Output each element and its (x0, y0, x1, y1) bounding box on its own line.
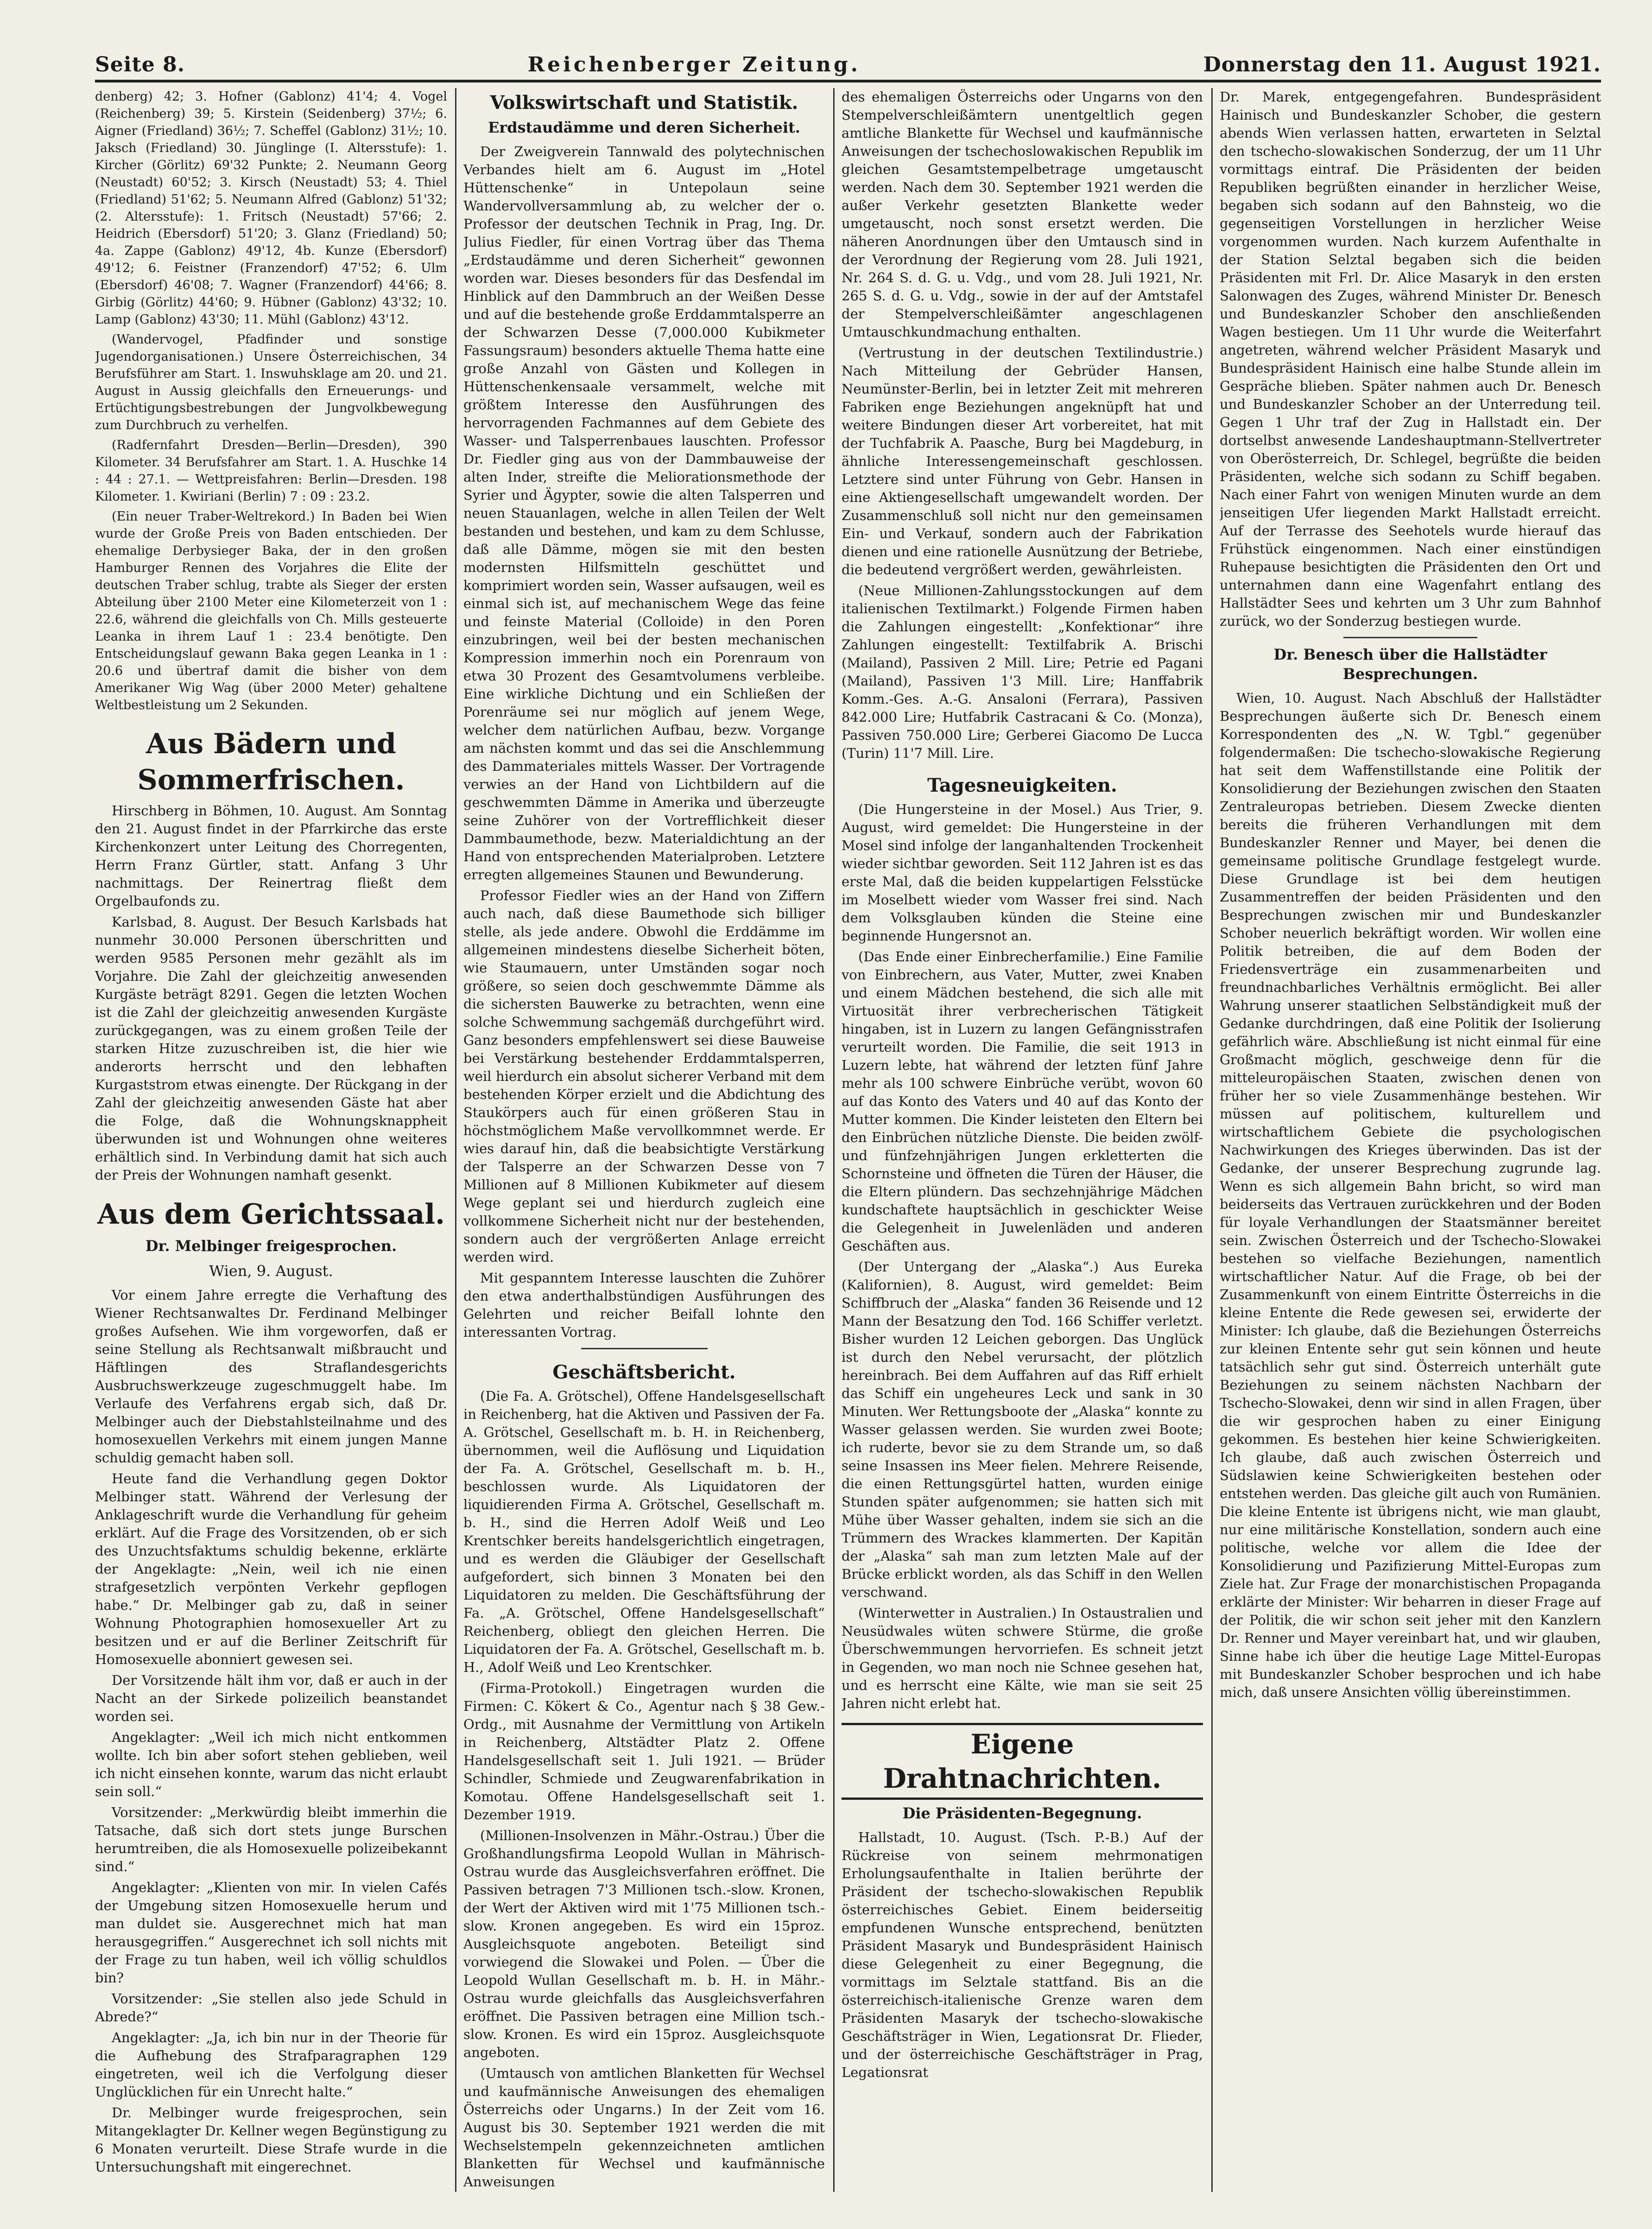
article-paragraph: Der Zweigverein Tannwald des polytechnischen Verbandes hielt am 6. August im „Hotel Hüttenschenke“ in Untepolaun seine Wandervollversammlung ab, zu welcher der o. Professor der deutschen Technik in Prag, Ing. Dr. Julius Fiedler, für einen Vortrag über das Thema „Erdstaudämme und deren Sicherheit“ gewonnen worden war. Dieses besonders für das Desfendal im Hinblick auf den Dammbruch an der Weißen Desse und auf die bestehende große Erddammtalsperre an der Schwarzen Desse (7,000.000 Kubikmeter Fassungsraum) besonders aktuelle Thema hatte eine große Anzahl von Gästen und Kollegen in Hüttenschenkensaale versammelt, welche mit größtem Interesse den Ausführungen des hervorragenden Fachmannes auf dem Gebiete des Wasser- und Talsperrenbaues lauschten. Professor Dr. Fiedler ging aus von der Dammbauweise der alten Inder, streifte die Meliorationsmethode der Syrier und Ägypter, sowie die alten Talsperren und neuen Stauanlagen, welche in allen Teilen der Welt bestanden und bestehen, und kam zu dem Schlusse, daß alle Dämme, mögen sie mit den besten modernsten Hilfsmitteln geschüttet und komprimiert worden sein, Wasser aufsaugen, weil es einmal sich ist, auf mechanischem Wege das feine und feinste Material (Colloide) in den Poren einzubringen, weil bei der besten mechanischen Kompression immerhin noch ein Porenraum von etwa 30 Prozent des Gesamtvolumens verbleibe. Eine wirkliche Dichtung und ein Schließen der Porenräume sei nur möglich auf jenem Wege, welcher dem natürlichen Aufbau, bezw. Vorgange am nächsten kommt und das sei die Anschlemmung des Dammateriales mittels Wasser. Der Vortragende verwies an der Hand von Lichtbildern auf die geschwemmten Dämme in Amerika und überzeugte seine Zuhörer von der Vortrefflichkeit dieser Dammbaumethode, bezw. Materialdichtung an der Hand von entsprechenden Materialproben. Letztere erregten allgemeines Staunen und Bewunderung. (463, 144, 825, 883)
page-header (95, 44, 1601, 76)
article-paragraph: Angeklagter: „Ja, ich bin nur in der Theorie für die Aufhebung des Strafparagraphen 129 eingetreten, weil ich die Verfolgung dieser Unglücklichen für ein Unrecht halte.“ (95, 2030, 447, 2100)
section-heading: Aus dem Gerichtssaal. (97, 1198, 445, 1231)
column-3 (842, 88, 1203, 2192)
article-paragraph: (Ein neuer Traber-Weltrekord.) In Baden bei Wien wurde der Große Preis von Baden entschieden. Der ehemalige Derbysieger Baka, der in den großen Hamburger Rennen des Vorjahres die Elite der deutschen Traber schlug, trabte als Sieger der ersten Abteilung über 2100 Meter eine Kilometerzeit von 1 : 22.6, während die gleichfalls von Ch. Mills gesteuerte Leanka in ihrem Lauf 1 : 23.4 benötigte. Den Entscheidungslauf gewann Baka gegen Leanka in 1 : 20.6 und übertraf damit die bisher von dem Amerikaner Wig Wag (über 2000 Meter) gehaltene Weltbestleistung um 2 Sekunden. (95, 509, 447, 712)
issue-date: Donnerstag den 11. August 1921. (1203, 53, 1601, 76)
article-paragraph: Mit gespanntem Interesse lauschten die Zuhörer den etwa anderthalbstündigen Ausführungen des Gelehrten und reicher Beifall lohnte den interessanten Vortrag. (463, 1270, 825, 1340)
article-paragraph: Karlsbad, 8. August. Der Besuch Karlsbads hat nunmehr 30.000 Personen überschritten und werden 9585 Personen mehr gezählt als im Vorjahre. Die Zahl der gleichzeitig anwesenden Kurgäste beträgt 8291. Gegen die letzten Wochen ist die Zahl der gleichzeitig anwesenden Kurgäste zurückgegangen, was zu einem großen Teile der starken Hitze zuzuschreiben ist, die hier wie anderorts herrscht und den lebhaften Kurgaststrom etwas einengte. Der Rückgang in der Zahl der gleichzeitig anwesenden Gäste hat aber die Folge, daß die Wohnungsknappheit überwunden ist und Wohnungen ohne weiteres erhältlich sind. In Verbindung damit hat sich auch der Preis der Wohnungen namhaft gesenkt. (95, 914, 447, 1183)
article-paragraph: Vorsitzender: „Sie stellen also jede Schuld in Abrede?“ (95, 1991, 447, 2025)
newspaper-title: Reichenberger Zeitung. (527, 53, 861, 76)
article-paragraph: (Umtausch von amtlichen Blanketten für Wechsel und kaufmännische Anweisungen des ehemaligen Österreichs oder Ungarns.) In der Zeit vom 16. August bis 30. September 1921 werden die mit Wechselstempeln gekennzeichneten amtlichen Blanketten für Wechsel und kaufmännische Anweisungen (463, 2065, 825, 2190)
header-rule (95, 80, 1601, 83)
article-paragraph: (Der Untergang der „Alaska“.) Aus Eureka (Kalifornien), 8. August, wird gemeldet: Beim Schiffbruch der „Alaska“ fanden 36 Reisende und 12 Mann der Besatzung den Tod. 166 Schiffer verletzt. Bisher wurden 12 Leichen geborgen. Das Unglück ist durch den Nebel verursacht, der plötzlich hereinbrach. Bei dem Auffahren auf das Riff erhielt das Schiff ein ungeheures Leck und sank in 30 Minuten. Wer Rettungsboote der „Alaska“ konnte zu Wasser gelassen werden. Sie wurden zwei Boote; ich ruderte, bevor sie zu dem Strande um, so daß seine Insassen ins Meer fielen. Mehrere Reisende, die einen Rettungsgürtel hatten, wurden einige Stunden später aufgenommen; sie hatten sich mit Mühe über Wasser gehalten, indem sie sich an die Trümmern des Wrackes klammerten. Der Kapitän der „Alaska“ sah man zum letzten Male auf der Brücke erblickt worden, als das Schiff in den Wellen verschwand. (842, 1259, 1203, 1600)
article-headline: Erdstaudämme und deren Sicherheit. (487, 119, 801, 136)
article-paragraph: Professor Fiedler wies an der Hand von Ziffern auch nach, daß diese Baumethode sich billiger stelle, als jede andere. Obwohl die Erddämme im allgemeinen mindestens dieselbe Sicherheit böten, wie Staumauern, unter Umständen sogar noch größere, so seien doch geschwemmte Dämme als die sichersten Bauwerke zu betrachten, wenn eine solche Schwemmung sachgemäß durchgeführt wird. Ganz besonders empfehlenswert sei diese Bauweise bei Verstärkung bestehender Erddammtalsperren, weil hierdurch ein absolut sicherer Verband mit dem bestehenden Körper erzielt und die Abdichtung des Staukörpers auch für einen größeren Stau in höchstmöglichem Maße vervollkommnet werde. Er wies darauf hin, daß die beabsichtigte Verstärkung der Talsperre an der Schwarzen Desse von 7 Millionen auf 8 Millionen Kubikmeter auf diesem Wege geplant sei und hierdurch zugleich eine vollkommene Sicherheit nicht nur der bestehenden, sondern auch der vergrößerten Anlage erreicht werden wird. (463, 888, 825, 1265)
article-paragraph: (Winterwetter in Australien.) In Ostaustralien und Neusüdwales wüten schwere Stürme, die große Überschwemmungen hervorriefen. Es schneit jetzt in Gegenden, wo man noch nie Schnee gesehen hat, und es herrscht eine Kälte, wie man sie seit 25 Jahren nicht erlebt hat. (842, 1605, 1203, 1711)
article-paragraph: des ehemaligen Österreichs oder Ungarns von den Stempelverschleißämtern unentgeltlich gegen amtliche Blankette für Wechsel und kaufmännische Anweisungen der tschechoslowakischen Republik im gleichen Gesamtstempelbetrage umgetauscht werden. Nach dem 30. September 1921 werden die außer Verkehr gesetzten Blankette weder umgetauscht, noch sonst ersetzt werden. Die näheren Anordnungen über den Umtausch sind in der Verordnung der Regierung vom 28. Juli 1921, Nr. 264 S. d. G. u. Vdg., und vom 28. Juli 1921, Nr. 265 S. d. G. u. Vdg., sowie in der auf der Amtstafel der Stempelverschleißämter angeschlagenen Umtauschkundmachung enthalten. (842, 89, 1203, 340)
dateline: Wien, 9. August. (209, 1262, 333, 1280)
sport-results: denberg) 42; 3. Hofner (Gablonz) 41'4; 4. Vogel (Reichenberg) 39; 5. Kirstein (Seidenberg) 37½; 6. Aigner (Friedland) 36½; 7. Scheffel (Gablonz) 31½; 10. Jaksch (Friedland) 30. Jünglinge (I. Altersstufe): 1. Kircher (Görlitz) 69'32 Punkte; 2. Neumann Georg (Neustadt) 60'52; 3. Kirsch (Neustadt) 53; 4. Thiel (Friedland) 51'62; 5. Neumann Alfred (Gablonz) 51'32; (2. Altersstufe): 1. Fritsch (Neustadt) 57'66; 2. Heidrich (Ebersdorf) 51'20; 3. Glanz (Friedland) 50; 4a. Zappe (Gablonz) 49'12, 4b. Kunze (Ebersdorf) 49'12; 6. Feistner (Franzendorf) 47'52; 6. Ulm (Ebersdorf) 46'08; 7. Wagner (Franzendorf) 44'66; 8. Girbig (Görlitz) 44'60; 9. Hübner (Gablonz) 43'32; 10. Lamp (Gablonz) 43'30; 11. Mühl (Gablonz) 43'12. (95, 89, 447, 327)
column-divider (455, 88, 456, 2192)
article-paragraph: Angeklagter: „Weil ich mich nicht entkommen wollte. Ich bin aber sofort stehen geblieben, weil ich nicht einsehen konnte, warum das nicht erlaubt sein soll.“ (95, 1729, 447, 1799)
page-number: Seite 8. (95, 53, 185, 76)
article-paragraph: Heute fand die Verhandlung gegen Doktor Melbinger statt. Während der Verlesung der Anklageschrift wurde die Verhandlung für geheim erklärt. Auf die Frage des Vorsitzenden, ob er sich des Unzuchtsfaktums schuldig bekenne, erklärte der Angeklagte: „Nein, weil ich nie einen strafgesetzlich verpönten Verkehr gepflogen habe.“ Dr. Melbinger gab zu, daß in seiner Wohnung Photographien homosexueller Art zu besitzen und er auf die Berliner Zeitschrift für Homosexuelle abonniert gewesen sei. (95, 1471, 447, 1667)
article-paragraph: Vor einem Jahre erregte die Verhaftung des Wiener Rechtsanwaltes Dr. Ferdinand Melbinger großes Aufsehen. Wie ihm vorgeworfen, daß er seine Stellung als Rechtsanwalt mißbraucht und Häftlingen des Straflandesgerichts Ausbruchswerkzeuge zugeschmuggelt habe. Im Verlaufe des Verfahrens ergab sich, daß Dr. Melbinger auch der Diebstahlsteilnahme und des homosexuellen Verkehrs mit einem jungen Manne schuldig gemacht haben soll. (95, 1287, 447, 1466)
section-heading: Eigene Drahtnachrichten. (842, 1723, 1203, 1800)
article-paragraph: (Firma-Protokoll.) Eingetragen wurden die Firmen: C. Kökert & Co., Agentur nach § 38 Gew.-Ordg., mit Ausnahme der Vermittlung von Artikeln in Reichenberg, Altstädter Platz 2. Offene Handelsgesellschaft seit 1. Juli 1921. — Brüder Schindler, Schmiede und Zeugwarenfabrikation in Komotau. Offene Handelsgesellschaft seit 1. Dezember 1919. (463, 1680, 825, 1823)
article-paragraph: Dr. Marek, entgegengefahren. Bundespräsident Hainisch und Bundeskanzler Schober, die gestern abends Wien verlassen hatten, erwarteten in Selztal den tschecho-slowakischen Sonderzug, der um 11 Uhr vormittags eintraf. Die Präsidenten der beiden Republiken begrüßten einander in herzlicher Weise, begaben sich sodann auf den Bahnsteig, wo die gegenseitigen Vorstellungen in herzlicher Weise vorgenommen wurden. Nach kurzem Aufenthalte in der Station Selztal begaben sich die beiden Präsidenten mit Frl. Dr. Alice Masaryk in den ersten Salonwagen des Zuges, während Minister Dr. Benesch und Bundeskanzler Schober den anschließenden Wagen bestiegen. Um 11 Uhr wurde die Weiterfahrt angetreten, während welcher Präsident Masaryk und Bundespräsident Hainisch eine halbe Stunde allein im Gespräche blieben. Später nahmen auch Dr. Benesch und Bundeskanzler Schober an der Unterredung teil. Gegen 1 Uhr traf der Zug in Hallstadt ein. Der dortselbst anwesende Landeshauptmann-Stellvertreter von Oberösterreich, Dr. Schlegel, begrüßte die beiden Präsidenten, welche sich sodann zu Schiff begaben. Nach einer Fahrt von wenigen Minuten wurde an dem jenseitigen Ufer liegenden Markt Hallstadt erreicht. Auf der Terrasse des Seehotels wurde hierauf das Frühstück eingenommen. Nach einer einstündigen Ruhepause besichtigten die Präsidenten den Ort und unternahmen dann eine Wagenfahrt entlang des Hallstädter Sees und kehrten um 3 Uhr zum Bahnhof zurück, wo der Sonderzug bestiegen wurde. (1220, 89, 1601, 629)
column-4 (1220, 88, 1601, 2192)
article-headline: Die Präsidenten-Begegnung. (902, 1804, 1142, 1822)
article-paragraph: Hallstadt, 10. August. (Tsch. P.-B.) Auf der Rückreise von seinem mehrmonatigen Erholungsaufenthalte in Italien berührte der Präsident der tschecho-slowakischen Republik österreichisches Gebiet. Einem beiderseitig empfundenen Wunsche entsprechend, benützten Präsident Masaryk und Bundespräsident Hainisch diese Gelegenheit zu einer Begegnung, die vormittags im Selztale stattfand. Bis an die österreichisch-italienische Grenze waren dem Präsidenten Masaryk der tschecho-slowakische Geschäftsträger in Wien, Legationsrat Dr. Flieder, und der österreichische Geschäftsträger in Prag, Legationsrat (842, 1829, 1203, 2080)
article-paragraph: (Das Ende einer Einbrecherfamilie.) Eine Familie von Einbrechern, aus Vater, Mutter, zwei Knaben und einem Mädchen bestehend, die sich alle mit Virtuosität ihrer verbrecherischen Tätigkeit hingaben, ist in Luzern zu langen Gefängnisstrafen verurteilt worden. Die Familie, die seit 1913 in Luzern lebte, hat während der letzten fünf Jahre mehr als 100 schwere Einbrüche verübt, wovon 60 auf das Konto des Vaters und 40 auf das Konto der Mutter kommen. Die Kinder leisteten den Eltern bei den Einbrüchen nützliche Dienste. Die beiden zwölf- und fünfzehnjährigen Jungen erkletterten die Schornsteine und öffneten die Türen der Häuser, die die Eltern plündern. Das sechzehnjährige Mädchen kundschaftete hauptsächlich in geschickter Weise die Gelegenheit in Juwelenläden und anderen Geschäften aus. (842, 949, 1203, 1254)
column-divider (833, 88, 835, 2192)
article-paragraph: (Die Hungersteine in der Mosel.) Aus Trier, 9. August, wird gemeldet: Die Hungersteine in der Mosel sind infolge der langanhaltenden Trockenheit wieder sichtbar geworden. Seit 112 Jahren ist es das erste Mal, daß die beiden kuppelartigen Felsstücke im Moselbett wieder vom Wasser frei sind. Nach dem Volksglauben künden die Steine eine beginnende Hungersnot an. (842, 801, 1203, 944)
article-paragraph: Angeklagter: „Klienten von mir. In vielen Cafés der Umgebung sitzen Homosexuelle herum und man duldet sie. Ausgerechnet mich hat man herausgegriffen.“ Ausgerechnet ich soll nichts mit der Frage zu tun haben, weil ich völlig schuldlos bin? (95, 1880, 447, 1986)
separator (581, 1348, 708, 1349)
article-paragraph: (Millionen-Insolvenzen in Mähr.-Ostrau.) Über die Großhandlungsfirma Leopold Wullan in Mährisch-Ostrau wurde das Ausgleichsverfahren eröffnet. Die Passiven betragen 7'3 Millionen tsch.-slow. Kronen, der Wert der Aktiven wird mit 1'75 Millionen tsch.-slow. Kronen angegeben. Es wird ein 15proz. Ausgleichsquote angeboten. Beteiligt sind vorwiegend die Slowakei und Polen. — Über die Leopold Wullan Gesellschaft m. b. H. in Mähr.-Ostrau wurde gleichfalls das Ausgleichsverfahren eröffnet. Die Passiven betragen eine Million tsch.-slow. Kronen. Es wird ein 15proz. Ausgleichsquote angeboten. (463, 1828, 825, 2060)
article-headline: Dr. Melbinger freigesprochen. (145, 1237, 397, 1255)
article-paragraph: (Neue Millionen-Zahlungsstockungen auf dem italienischen Textilmarkt.) Folgende Firmen haben die Zahlungen eingestellt: „Konfektionar“ ihre Zahlungen eingestellt: Textilfabrik A. Brischi (Mailand), Passiven 2 Mill. Lire; Petrie ed Pagani (Mailand), Passiven 1'3 Mill. Lire; Hanffabrik Komm.-Ges. A.-G. Ansaloni (Ferrara), Passiven 842.000 Lire; Hutfabrik Castracani & Co. (Monza), Passiven 750.000 Lire; Gerberei Giacomo De Lucca (Turin) 11'7 Mill. Lire. (842, 583, 1203, 761)
section-heading: Aus Bädern und Sommerfrischen. (137, 728, 405, 796)
article-paragraph: (Wandervogel, Pfadfinder und sonstige Jugendorganisationen.) Unsere Österreichischen, 34 Berufsführer am Start. 1. Inswuhsklage am 20. und 21. August in Aussig gleichfalls den Erneuerungs- und Ertüchtigungsbestrebungen der Jungvolkbewegung zum Durchbruch zu verhelfen. (95, 332, 447, 432)
columns (95, 88, 1601, 2192)
separator (1343, 637, 1477, 638)
column-1 (95, 88, 447, 2192)
article-paragraph: (Radfernfahrt Dresden—Berlin—Dresden), 390 Kilometer. 34 Berufsfahrer am Start. 1. A. Huschke 14 : 44 : 27.1. — Wettpreisfahren: Berlin—Dresden. 198 Kilometer. 1. Kwiriani (Berlin) 7 : 09 : 23.2. (95, 438, 447, 504)
article-paragraph: Wien, 10. August. Nach Abschluß der Hallstädter Besprechungen äußerte sich Dr. Benesch einem Korrespondenten des „N. W. Tgbl.“ gegenüber folgendermaßen: Die tschecho-slowakische Regierung hat seit dem Waffenstillstande eine Politik der Konsolidierung der Beziehungen zwischen den Staaten Zentraleuropas betrieben. Diesem Zwecke dienten bereits die früheren Verhandlungen mit dem Bundeskanzler Renner und Mayer, bei denen die gemeinsame politische Grundlage festgelegt wurde. Diese Grundlage ist bei dem heutigen Zusammentreffen der beiden Präsidenten und den Besprechungen zwischen mir und Bundeskanzler Schober neuerlich bekräftigt worden. Wir wollen eine Politik betreiben, die auf dem Boden der Friedensverträge ein zusammenarbeiten und freundnachbarliches Verhältnis ermöglicht. Bei aller Wahrung unserer staatlichen Selbständigkeit muß der Gedanke durchdringen, daß eine Politik der Isolierung gefährlich wäre. Abschließung ist nicht einmal für eine Großmacht möglich, geschweige denn für die mitteleuropäischen Staaten, zwischen denen von früher her so viele Zusammenhänge bestehen. Wir müssen auf politischem, kulturellem und wirtschaftlichem Gebiete die psychologischen Nachwirkungen des Krieges überwinden. Das ist der Gedanke, der unserer Besprechung zugrunde lag. Wenn es sich allgemein Bahn bricht, so wird man beiderseits das Vertrauen zurückkehren und der Boden für loyale Verhandlungen der Staatsmänner bereitet sein. Zwischen Österreich und der Tschecho-Slowakei bestehen so vielfache Beziehungen, namentlich wirtschaftlicher Natur. Auf die Frage, ob bei der Zusammenkunft von einem Eintritte Österreichs in die kleine Entente die Rede gewesen sei, erwiderte der Minister: Ich glaube, daß die Beziehungen Österreichs zur kleinen Entente sehr gut sein können und heute tatsächlich sehr gut sind. Österreich unterhält gute Beziehungen zu seinem nächsten Nachbarn der Tschecho-Slowakei, denn wir sind in allen Fragen, über die wir gesprochen haben zu einer Einigung gekommen. Es bestehen hier keine Schwierigkeiten. Ich glaube, daß auch zwischen Österreich und Südslawien keine Schwierigkeiten bestehen oder entstehen werden. Das gleiche gilt auch von Rumänien. Die kleine Entente ist übrigens nicht, wie man glaubt, nur eine militärische Konstellation, sondern auch eine politische, welche vor allem die Idee der Konsolidierung und Pazifizierung Mittel-Europas zum Ziele hat. Zur Frage der monarchistischen Propaganda erklärte der Minister: Wir beharren in dieser Frage auf der Politik, die wir schon seit jeher mit den Kanzlern Dr. Renner und Mayer vereinbart hat, und wir glauben, Sinne habe ich über die heutige Lage Mittel-Europas mit Bundeskanzler Schober besprochen und ich habe mich, daß unsere Ansichten völlig übereinstimmen. (1220, 690, 1601, 1700)
section-heading: Volkswirtschaft und Statistik. (490, 92, 798, 114)
article-paragraph: Der Vorsitzende hält ihm vor, daß er auch in der Nacht an der Sirkede polizeilich beanstandet worden sei. (95, 1672, 447, 1724)
article-paragraph: (Die Fa. A. Grötschel), Offene Handelsgesellschaft in Reichenberg, hat die Aktiven und Passiven der Fa. A. Grötschel, Gesellschaft m. b. H. in Reichenberg, übernommen, weil die Auflösung und Liquidation der Fa. A. Grötschel, Gesellschaft m. b. H., beschlossen wurde. Als Liquidatoren der liquidierenden Firma A. Grötschel, Gesellschaft m. b. H., sind die Herren Adolf Weiß und Leo Krentschker bereits handelsgerichtlich eingetragen, und es werden die Gläubiger der Gesellschaft aufgefordert, sich binnen 3 Monaten bei den Liquidatoren zu melden. Die Geschäftsführung der Fa. „A. Grötschel, Offene Handelsgesellschaft“ Reichenberg, obliegt den gleichen Herren. Die Liquidatoren der Fa. A. Grötschel, Gesellschaft m. b. H., Adolf Weiß und Leo Krentschker. (463, 1388, 825, 1675)
article-paragraph: Dr. Melbinger wurde freigesprochen, sein Mitangeklagter Dr. Kellner wegen Begünstigung zu 6 Monaten verurteilt. Diese Strafe wurde in die Untersuchungshaft mit eingerechnet. (95, 2105, 447, 2175)
article-paragraph: Vorsitzender: „Merkwürdig bleibt immerhin die Tatsache, daß sich dort stets junge Burschen herumtreiben, die als Homosexuelle polizeibekannt sind.“ (95, 1804, 447, 1874)
article-paragraph: (Vertrustung in der deutschen Textilindustrie.) Nach Mitteilung der Gebrüder Hansen, Neumünster-Berlin, bei in letzter Zeit mit mehreren Fabriken enge Beziehungen angeknüpft hat und weitere Bindungen dieser Art vorbereitet, hat mit der Tuchfabrik A. Paasche, Burg bei Magdeburg, in ähnliche Interessengemeinschaft geschlossen. Letztere sind unter Führung von Gebr. Hansen in eine Aktiengesellschaft umgewandelt worden. Der Zusammenschluß soll nicht nur den gemeinsamen Ein- und Verkauf, sondern auch der Fabrikation dienen und eine rationelle Ausnützung der Betriebe, die bedeutend vergrößert werden, gewährleisten. (842, 345, 1203, 578)
column-divider (1211, 88, 1213, 2192)
article-headline: Dr. Benesch über die Hallstädter Besprechungen. (1273, 646, 1547, 683)
section-heading: Geschäftsbericht. (552, 1361, 736, 1383)
section-heading: Tagesneuigkeiten. (927, 775, 1117, 796)
article-paragraph: Hirschberg in Böhmen, 10. August. Am Sonntag den 21. August findet in der Pfarrkirche das erste Kirchenkonzert unter Leitung des Chorregenten, Herrn Franz Gürtler, statt. Anfang 3 Uhr nachmittags. Der Reinertrag fließt dem Orgelbaufonds zu. (95, 803, 447, 909)
column-2 (463, 88, 825, 2192)
